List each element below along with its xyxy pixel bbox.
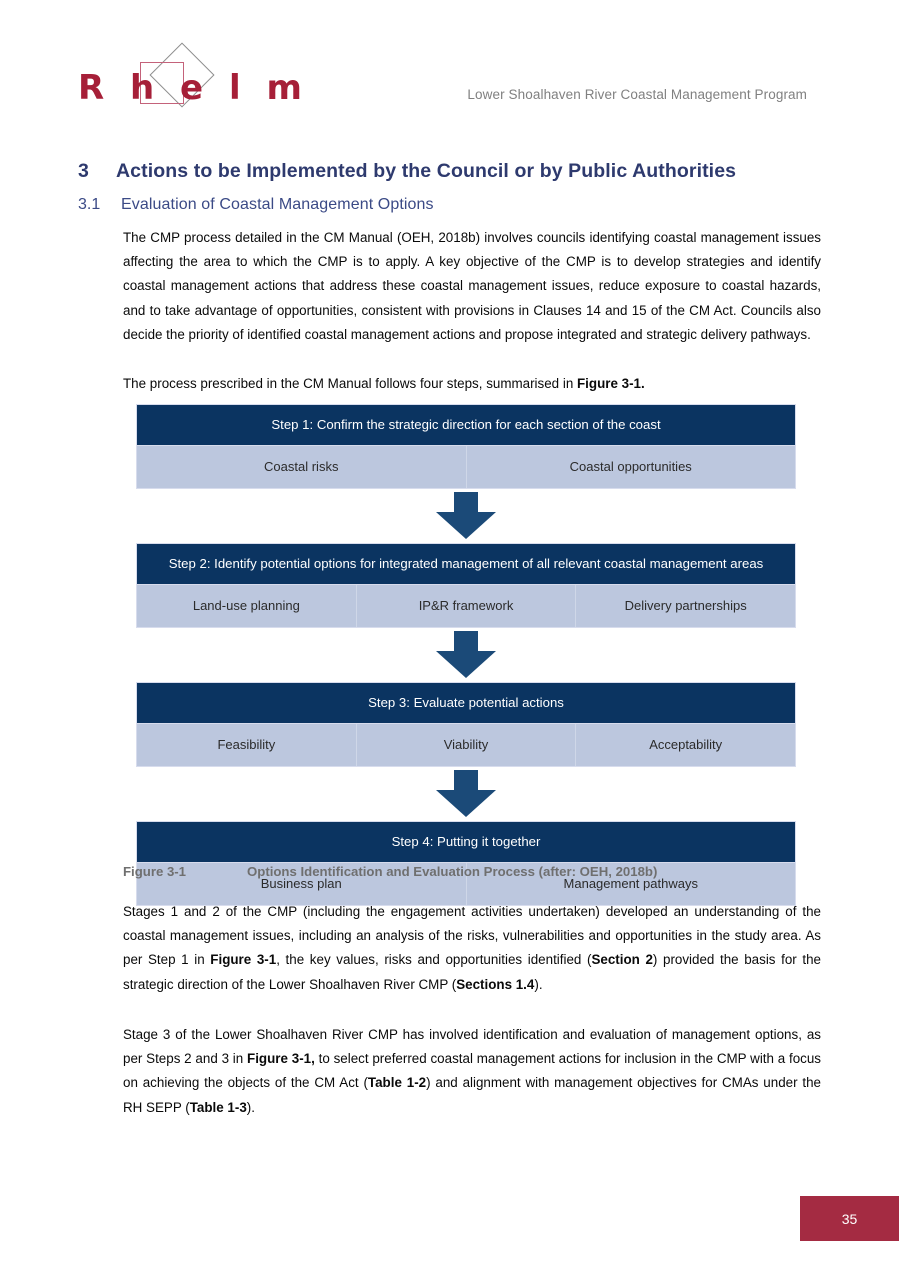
step-cell: Viability [357, 724, 577, 766]
p4-text-a: Stage 3 of the Lower Shoalhaven River CMP has involved identification and evaluation of management options, as per Steps 2 and 3 in [123, 1027, 821, 1067]
paragraph-text [123, 1023, 821, 1120]
flow-arrow-2 [136, 628, 796, 682]
down-arrow-icon [430, 631, 502, 679]
down-arrow-icon [430, 492, 502, 540]
down-arrow-icon [430, 770, 502, 818]
p4-text-c: ) and alignment with management objectives for CMAs under the RH SEPP ( [123, 1075, 821, 1115]
figure-caption-text: Options Identification and Evaluation Process (after: OEH, 2018b) [247, 864, 658, 879]
step-cell: Feasibility [137, 724, 357, 766]
paragraph-block-4 [123, 1023, 821, 1120]
step-title: Step 1: Confirm the strategic direction for each section of the coast [136, 404, 796, 446]
rhelm-logo [78, 52, 309, 114]
table-reference: Table 1-2 [367, 1075, 427, 1091]
step-cell: Land-use planning [137, 585, 357, 627]
step-title: Step 2: Identify potential options for integrated management of all relevant coastal management areas [136, 543, 796, 585]
p3-text-c: ) provided the basis for the strategic direction of the Lower Shoalhaven River CMP ( [123, 952, 821, 992]
paragraph-block-1 [123, 226, 821, 347]
table-reference: Table 1-3 [189, 1099, 247, 1115]
step-block-3 [136, 682, 796, 767]
paragraph-block-2 [123, 372, 821, 396]
figure-caption-label: Figure 3-1 [123, 864, 187, 879]
logo-wordmark: R h e l m [78, 68, 309, 108]
section-title: Actions to be Implemented by the Council or by Public Authorities [116, 160, 737, 182]
p4-text-b: to select preferred coastal management actions for inclusion in the CMP with a focus on achieving the objects of the CM Act ( [123, 1051, 822, 1091]
figure-caption [123, 864, 823, 879]
section-reference: Sections 1.4 [456, 976, 535, 992]
paragraph-text: The CMP process detailed in the CM Manual (OEH, 2018b) involves councils identifying coastal management issues affecting the area to which the CMP is to apply. A key objective of the CMP is to develop strategies and identify coastal management actions that address these coastal management issues, reduce exposure to coastal hazards, and to take advantage of opportunities, consistent with provisions in Clauses 14 and 15 of the CM Act. Councils also decide the priority of identified coastal management actions and propose integrated and strategic delivery pathways. [123, 230, 821, 342]
step-subrow [136, 446, 796, 489]
p2-text: The process prescribed in the CM Manual follows four steps, summarised in [123, 376, 577, 391]
page-header [0, 0, 899, 135]
figure-reference: Figure 3-1. [576, 376, 645, 391]
flow-arrow-1 [136, 489, 796, 543]
section-heading [78, 160, 838, 183]
paragraph-text [123, 900, 821, 997]
step-cell: Coastal opportunities [569, 459, 692, 474]
paragraph-block-3 [123, 900, 821, 997]
step-subrow [136, 724, 796, 767]
document-header-title: Lower Shoalhaven River Coastal Management Program [467, 87, 807, 102]
page-number-badge: 35 [800, 1196, 899, 1241]
step-block-1 [136, 404, 796, 489]
section-reference: Section 2 [591, 952, 653, 968]
flow-arrow-3 [136, 767, 796, 821]
step-cell: Acceptability [649, 737, 723, 752]
step-subrow [136, 585, 796, 628]
step-block-2 [136, 543, 796, 628]
step-cell: Coastal risks [137, 446, 467, 488]
paragraph-text [123, 372, 821, 396]
step-title: Step 4: Putting it together [136, 821, 796, 863]
step-cell: Management pathways [563, 876, 698, 891]
step-title: Step 3: Evaluate potential actions [136, 682, 796, 724]
process-flow-diagram [136, 404, 796, 906]
subsection-heading [78, 196, 838, 214]
figure-reference: Figure 3-1, [247, 1051, 315, 1067]
step-cell: IP&R framework [357, 585, 577, 627]
step-cell: Delivery partnerships [624, 598, 747, 613]
step-cell: Business plan [137, 863, 467, 905]
p3-text-b: , the key values, risks and opportunities identified ( [276, 952, 592, 968]
section-number: 3 [78, 160, 89, 182]
subsection-title: Evaluation of Coastal Management Options [121, 196, 434, 213]
p3-text-d: ). [534, 976, 543, 992]
subsection-number: 3.1 [78, 196, 101, 213]
figure-reference: Figure 3-1 [210, 952, 277, 968]
p4-text-d: ). [246, 1099, 255, 1115]
p3-text-a: Stages 1 and 2 of the CMP (including the engagement activities undertaken) developed an understanding of the coastal management issues, including an analysis of the risks, vulnerabilities and opportunities in the study area. As per Step 1 in [123, 904, 821, 968]
